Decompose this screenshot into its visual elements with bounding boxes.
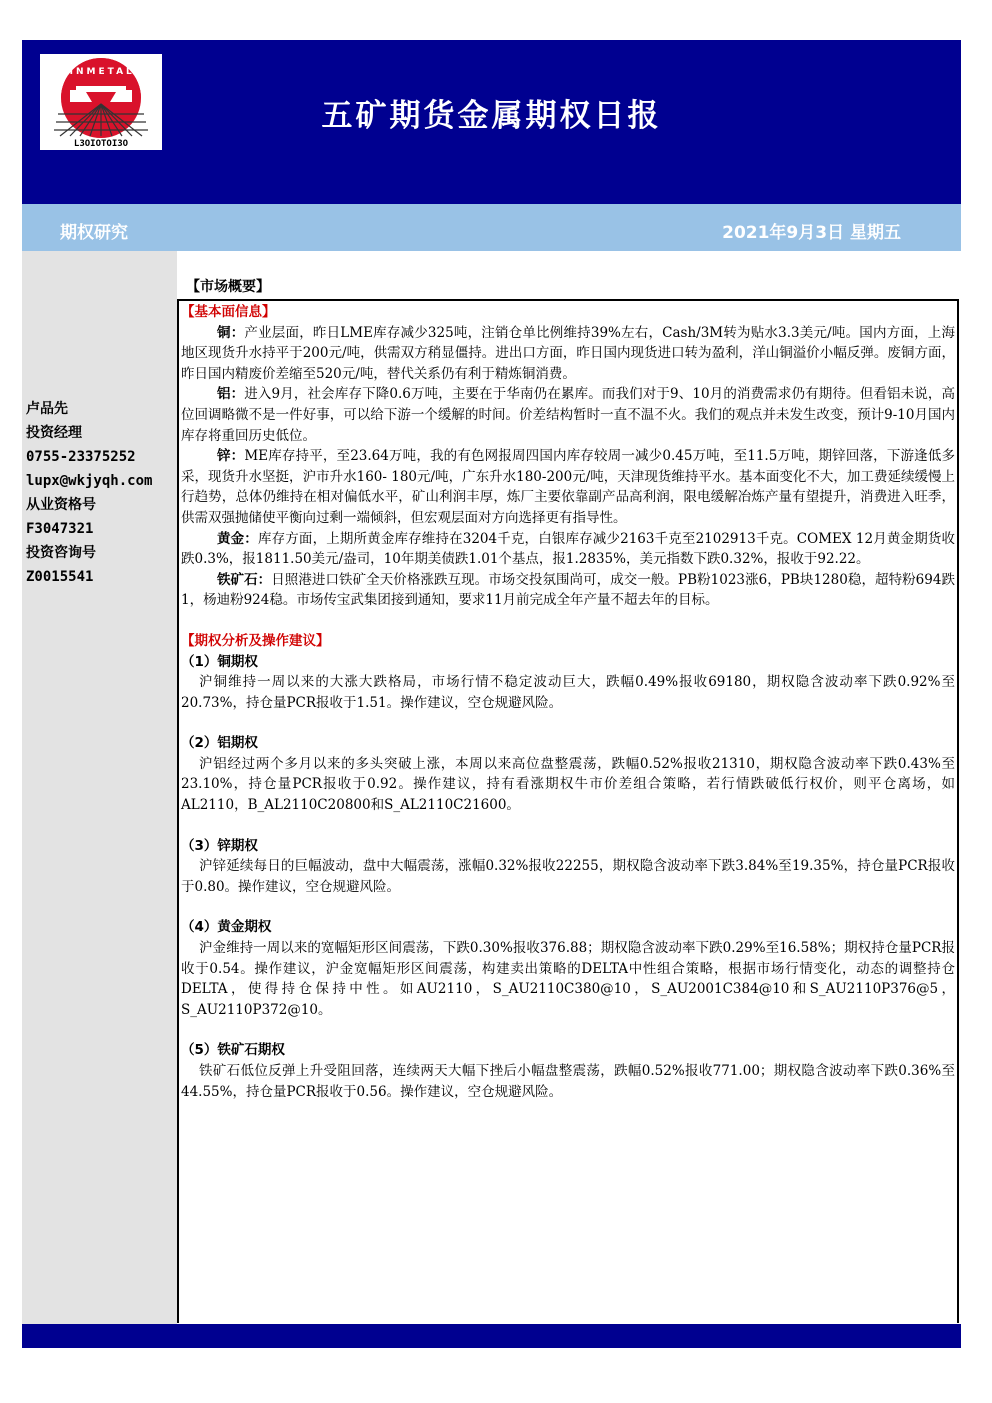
section-label: 期权研究	[60, 223, 128, 243]
svg-text:L3OIOTOI3O: L3OIOTOI3O	[73, 139, 129, 149]
gold-option-title: （4）黄金期权	[181, 919, 272, 936]
iron-ore-option-title: （5）铁矿石期权	[181, 1042, 285, 1059]
report-content	[181, 302, 955, 1102]
gold-label: 黄金：	[217, 530, 258, 547]
report-title: 五矿期货金属期权日报	[321, 98, 662, 134]
qualification-number: F3047321	[26, 521, 94, 537]
svg-text:MINMETALS: MINMETALS	[57, 67, 145, 77]
aluminum-option-title: （2）铝期权	[181, 735, 258, 752]
iron-ore-paragraph	[181, 570, 955, 611]
zinc-paragraph	[181, 446, 955, 528]
footer-bar	[22, 1324, 961, 1348]
aluminum-label: 铝：	[217, 386, 245, 403]
gold-text: 库存方面，上期所黄金库存维持在3204千克，白银库存减少2163千克至2102913千克。COMEX 12月黄金期货收跌0.3%，报1811.50美元/盎司，10年期美债跌1.01个基点，报1.2835%，美元指数下跌0.32%，报收于92.22。	[181, 530, 956, 568]
section-bar	[22, 204, 961, 251]
spacer	[181, 713, 955, 733]
spacer	[181, 897, 955, 917]
aluminum-text: 进入9月，社会库存下降0.6万吨，主要在于华南仍在累库。而我们对于9、10月的消费需求仍有期待。但看铝未说，高位回调略微不是一件好事，可以给下游一个缓解的时间。价差结构暂时一直不温不火。我们的观点并未发生改变，预计9-10月国内库存将重回历史低位。	[181, 386, 956, 444]
iron-ore-text: 日照港进口铁矿全天价格涨跌互现。市场交投氛围尚可，成交一般。PB粉1023涨6，PB块1280稳，超特粉694跌1，杨迪粉924稳。市场传宝武集团接到通知，要求11月前完成全年产量不超去年的目标。	[181, 571, 956, 609]
copper-option-title: （1）铜期权	[181, 653, 258, 670]
aluminum-paragraph	[181, 384, 955, 446]
fundamentals-heading: 【基本面信息】	[181, 304, 276, 320]
iron-ore-label: 铁矿石：	[217, 571, 272, 588]
market-overview-heading: 【市场概要】	[186, 279, 270, 295]
gold-option-text: 沪金维持一周以来的宽幅矩形区间震荡，下跌0.30%报收376.88；期权隐含波动率下跌0.29%至16.58%；期权持仓量PCR报收于0.54。操作建议，沪金宽幅矩形区间震荡，构建卖出策略的DELTA中性组合策略，根据市场行情变化，动态的调整持仓DELTA，使得持仓保持中性。如AU2110，S_AU2110C380@10，S_AU2001C384@10和S_AU2110P376@5，S_AU2110P372@10。	[181, 940, 955, 1018]
spacer	[181, 611, 955, 631]
consulting-number: Z0015541	[26, 569, 94, 585]
consulting-label: 投资咨询号	[26, 545, 96, 561]
gold-paragraph	[181, 529, 955, 570]
qualification-label: 从业资格号	[26, 497, 96, 513]
report-date: 2021年9月3日 星期五	[722, 223, 901, 243]
report-header	[22, 40, 961, 204]
options-heading: 【期权分析及操作建议】	[181, 632, 330, 649]
iron-ore-option-text: 铁矿石低位反弹上升受阻回落，连续两天大幅下挫后小幅盘整震荡，跌幅0.52%报收771.00；期权隐含波动率下跌0.36%至44.55%，持仓量PCR报收于0.56。操作建议，空仓规避风险。	[181, 1063, 955, 1100]
author-email: lupx@wkjyqh.com	[26, 473, 153, 489]
spacer	[181, 1020, 955, 1040]
copper-option-text: 沪铜维持一周以来的大涨大跌格局，市场行情不稳定波动巨大，跌幅0.49%报收69180，期权隐含波动率下跌0.92%至20.73%，持仓量PCR报收于1.51。操作建议，空仓规避风险。	[181, 674, 955, 711]
zinc-option-title: （3）锌期权	[181, 837, 258, 854]
author-phone: 0755-23375252	[26, 449, 136, 465]
copper-paragraph	[181, 323, 955, 385]
copper-text: 产业层面，昨日LME库存减少325吨，注销仓单比例维持39%左右，Cash/3M转为贴水3.3美元/吨。国内方面，上海地区现货升水持平于200元/吨，供需双方稍显僵持。进出口方面，昨日国内现货进口转为盈利，洋山铜溢价小幅反弹。废铜方面，昨日国内精废价差缩至520元/吨，替代关系仍有利于精炼铜消费。	[181, 324, 955, 382]
copper-label: 铜：	[217, 324, 245, 341]
spacer	[181, 816, 955, 836]
aluminum-option-text: 沪铝经过两个多月以来的多头突破上涨，本周以来高位盘整震荡，跌幅0.52%报收21310，期权隐含波动率下跌0.43%至23.10%，持仓量PCR报收于0.92。操作建议，持有看涨期权牛市价差组合策略，若行情跌破低行权价，则平仓离场，如AL2110，B_AL2110C20800和S_AL2110C21600。	[181, 755, 955, 814]
zinc-text: ME库存持平，至23.64万吨，我的有色网报周四国内库存较周一减少0.45万吨，至11.5万吨，期锌回落，下游逢低多采，现货升水坚挺，沪市升水160- 180元/吨，广东升水180-200元/吨，天津现货维持平水。基本面变化不大，加工费延续缓慢上行趋势，总体仍维持在相对偏低水平，矿山利润丰厚，炼厂主要依靠副产品高利润，限电缓解冶炼产量有望提升，消费进入旺季，供需双强抛储使平衡向过剩一端倾斜，但宏观层面对方向选择更有指导性。	[181, 448, 955, 526]
zinc-option-text: 沪锌延续每日的巨幅波动，盘中大幅震荡，涨幅0.32%报收22255，期权隐含波动率下跌3.84%至19.35%，持仓量PCR报收于0.80。操作建议，空仓规避风险。	[181, 858, 955, 895]
author-sidebar	[22, 251, 177, 1324]
author-name: 卢品先	[26, 401, 68, 417]
zinc-label: 锌：	[217, 448, 245, 465]
author-info	[26, 397, 152, 589]
author-title: 投资经理	[26, 425, 82, 441]
